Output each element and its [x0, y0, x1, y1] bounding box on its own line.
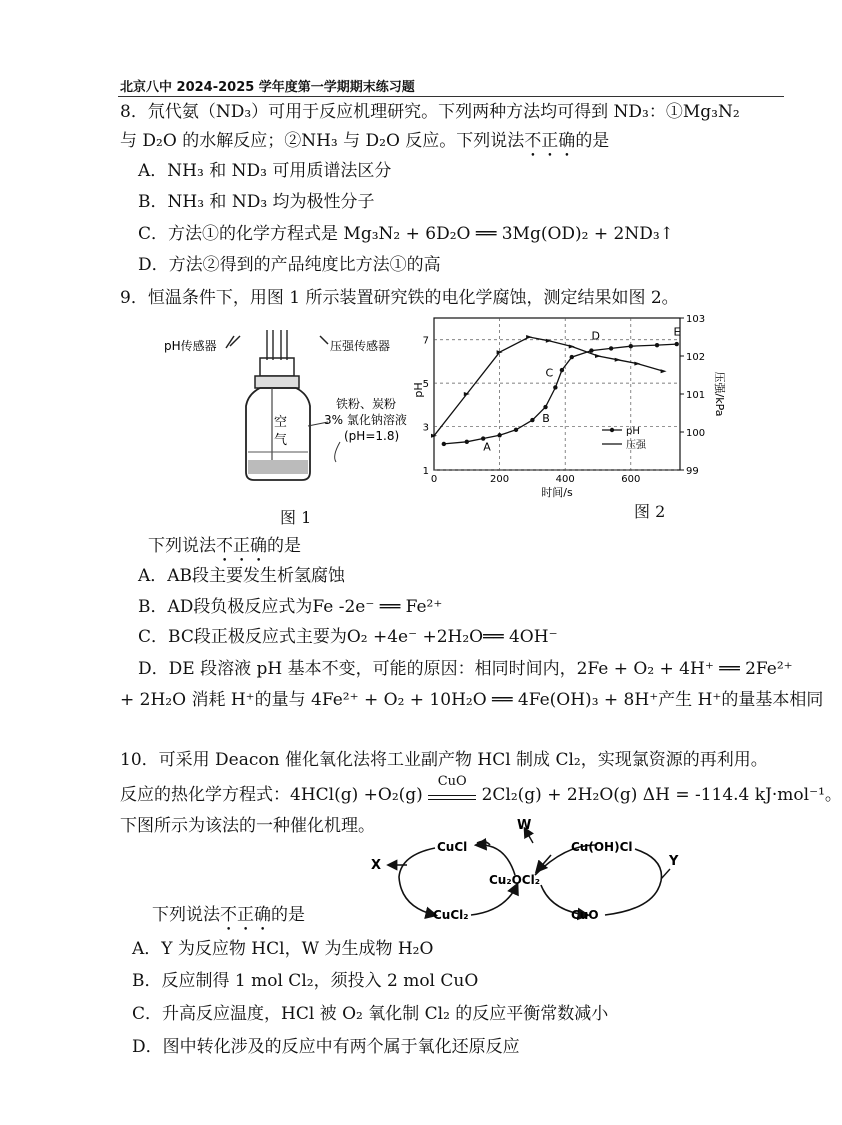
q10-option-a: A．Y 为反应物 HCl，W 为生成物 H₂O: [132, 939, 434, 959]
y2-tick-label: 103: [686, 314, 706, 325]
q9-option-c: C．BC段正极反应式主要为O₂ +4e⁻ +2H₂O══ 4OH⁻: [138, 627, 558, 647]
ph-value-label: (pH=1.8): [344, 429, 400, 443]
ph-point: [560, 368, 564, 372]
x-tick-label: 600: [621, 474, 641, 485]
cucl-label: CuCl: [437, 840, 468, 854]
ph-point: [553, 385, 557, 389]
pressure-point: [661, 369, 667, 373]
q9-option-b: B．AD段负极反应式为Fe -2e⁻ ══ Fe²⁺: [138, 597, 443, 617]
x-tick-label: 200: [490, 474, 510, 485]
point-label-e: E: [673, 325, 681, 339]
q10-option-b: B．反应制得 1 mol Cl₂，须投入 2 mol CuO: [132, 971, 479, 991]
ph-point: [629, 344, 633, 348]
ph-point: [609, 346, 613, 350]
q10-equation-right: 2Cl₂(g) + 2H₂O(g) ΔH = -114.4 kJ·mol⁻¹。: [481, 785, 842, 805]
x-axis-label: 时间/s: [541, 486, 573, 499]
y2-tick-label: 100: [686, 428, 706, 439]
y-label: Y: [669, 854, 679, 869]
q8-stem-line2: [120, 130, 609, 161]
y2-axis-label: 压强/kPa: [713, 371, 726, 417]
ph-point: [514, 428, 518, 432]
q8-stem-text: 与 D₂O 的水解反应；②NH₃ 与 D₂O 反应。下列说法: [120, 131, 525, 151]
q10-mechanism-diagram: [365, 815, 695, 935]
y-tick-label: 7: [422, 335, 429, 347]
legend-pressure-label: 压强: [626, 440, 646, 451]
cucl2-label: CuCl₂: [433, 908, 469, 922]
ph-point: [530, 418, 534, 422]
pressure-point: [634, 362, 640, 366]
ph-point: [543, 405, 547, 409]
ph-point: [497, 433, 501, 437]
q9-option-d-line2: + 2H₂O 消耗 H⁺的量与 4Fe²⁺ + O₂ + 10H₂O ══ 4Fe(OH)₃ + 8H⁺产生 H⁺的量基本相同: [120, 690, 824, 710]
page-header: 北京八中 2024-2025 学年度第一学期期末练习题: [120, 80, 415, 95]
w-label: W: [517, 818, 532, 833]
q10-ask-text: 下列说法: [152, 905, 220, 925]
q9-option-d-line1: D．DE 段溶液 pH 基本不变，可能的原因：相同时间内，2Fe + O₂ + 4H⁺ ══ 2Fe²⁺: [138, 659, 793, 679]
cu2ocl2-label: Cu₂OCl₂: [489, 873, 540, 887]
x-tick-label: 0: [430, 474, 438, 485]
cu-oh-cl-label: Cu(OH)Cl: [571, 840, 633, 854]
q8-option-d: D．方法②得到的产品纯度比方法①的高: [138, 255, 441, 275]
q10-stem-line2: [120, 774, 842, 806]
ph-point: [465, 440, 469, 444]
y2-tick-label: 102: [686, 352, 706, 363]
cuo-label: CuO: [571, 908, 599, 922]
q9-apparatus-figure: [160, 322, 410, 492]
solution-label: 3% 氯化钠溶液: [324, 413, 407, 427]
y2-tick-label: 99: [686, 466, 699, 477]
powder-label: 铁粉、炭粉: [336, 397, 397, 411]
q8-emphasis: 不正确: [524, 131, 576, 151]
y-tick-label: 3: [422, 422, 429, 434]
y-axis-label: pH: [412, 382, 425, 398]
q10-ask: [152, 904, 305, 935]
pressure-point: [526, 335, 532, 339]
q9-emphasis: 不正确: [216, 536, 267, 556]
q10-ask-end: 的是: [271, 905, 305, 925]
pressure-point: [615, 358, 621, 362]
fig1-caption: 图 1: [280, 508, 312, 527]
fig2-caption: 图 2: [634, 502, 666, 521]
q8-stem-line1: 8．氘代氨（ND₃）可用于反应机理研究。下列两种方法均可得到 ND₃：①Mg₃N₂: [120, 102, 740, 122]
pressure-point: [595, 354, 601, 358]
q10-stem-line1: 10．可采用 Deacon 催化氧化法将工业副产物 HCl 制成 Cl₂，实现氯资源的再利用。: [120, 750, 768, 770]
q10-option-c: C．升高反应温度，HCl 被 O₂ 氧化制 Cl₂ 的反应平衡常数减小: [132, 1004, 609, 1024]
air-label-1: 空: [274, 415, 288, 430]
q9-ask: [148, 535, 301, 566]
ph-sensor-label: pH传感器: [164, 339, 217, 353]
q9-stem: 9．恒温条件下，用图 1 所示装置研究铁的电化学腐蚀，测定结果如图 2。: [120, 288, 679, 308]
q9-chart: [412, 310, 732, 500]
ph-point: [442, 442, 446, 446]
q8-option-a: A．NH₃ 和 ND₃ 可用质谱法区分: [138, 161, 392, 181]
header-rule: [118, 96, 784, 97]
catalyst-label: CuO: [437, 774, 467, 789]
q8-option-b: B．NH₃ 和 ND₃ 均为极性分子: [138, 192, 375, 212]
point-label-b: B: [542, 412, 550, 426]
y2-tick-label: 101: [686, 390, 706, 401]
q9-option-a: A．AB段主要发生析氢腐蚀: [138, 566, 346, 586]
q10-emphasis: 不正确: [220, 905, 271, 925]
point-label-a: A: [483, 440, 491, 454]
q10-equation-left: 反应的热化学方程式：4HCl(g) +O₂(g): [120, 785, 423, 805]
q9-ask-text: 下列说法: [148, 536, 216, 556]
ph-point: [675, 342, 679, 346]
x-label: X: [371, 858, 382, 873]
q8-option-c: C．方法①的化学方程式是 Mg₃N₂ + 6D₂O ══ 3Mg(OD)₂ + 2ND₃↑: [138, 224, 674, 244]
legend-ph-label: pH: [626, 426, 640, 437]
x-tick-label: 400: [555, 474, 575, 485]
y-tick-label: 1: [422, 466, 429, 477]
y-tick-label: 5: [422, 379, 429, 391]
q9-ask-end: 的是: [267, 536, 301, 556]
q10-option-d: D．图中转化涉及的反应中有两个属于氧化还原反应: [132, 1037, 520, 1057]
ph-point: [589, 348, 593, 352]
air-label-2: 气: [274, 433, 288, 448]
point-label-c: C: [545, 366, 554, 380]
pressure-sensor-label: 压强传感器: [330, 339, 391, 353]
series-line-ph: [444, 344, 677, 444]
ph-point: [570, 355, 574, 359]
point-label-d: D: [591, 329, 600, 343]
catalyst-arrow: [428, 774, 476, 800]
q8-stem-end: 的是: [575, 131, 610, 151]
legend-ph-marker: [610, 428, 614, 432]
pressure-point: [464, 392, 470, 396]
ph-point: [655, 343, 659, 347]
q10-stem-line3: 下图所示为该法的一种催化机理。: [120, 816, 375, 836]
